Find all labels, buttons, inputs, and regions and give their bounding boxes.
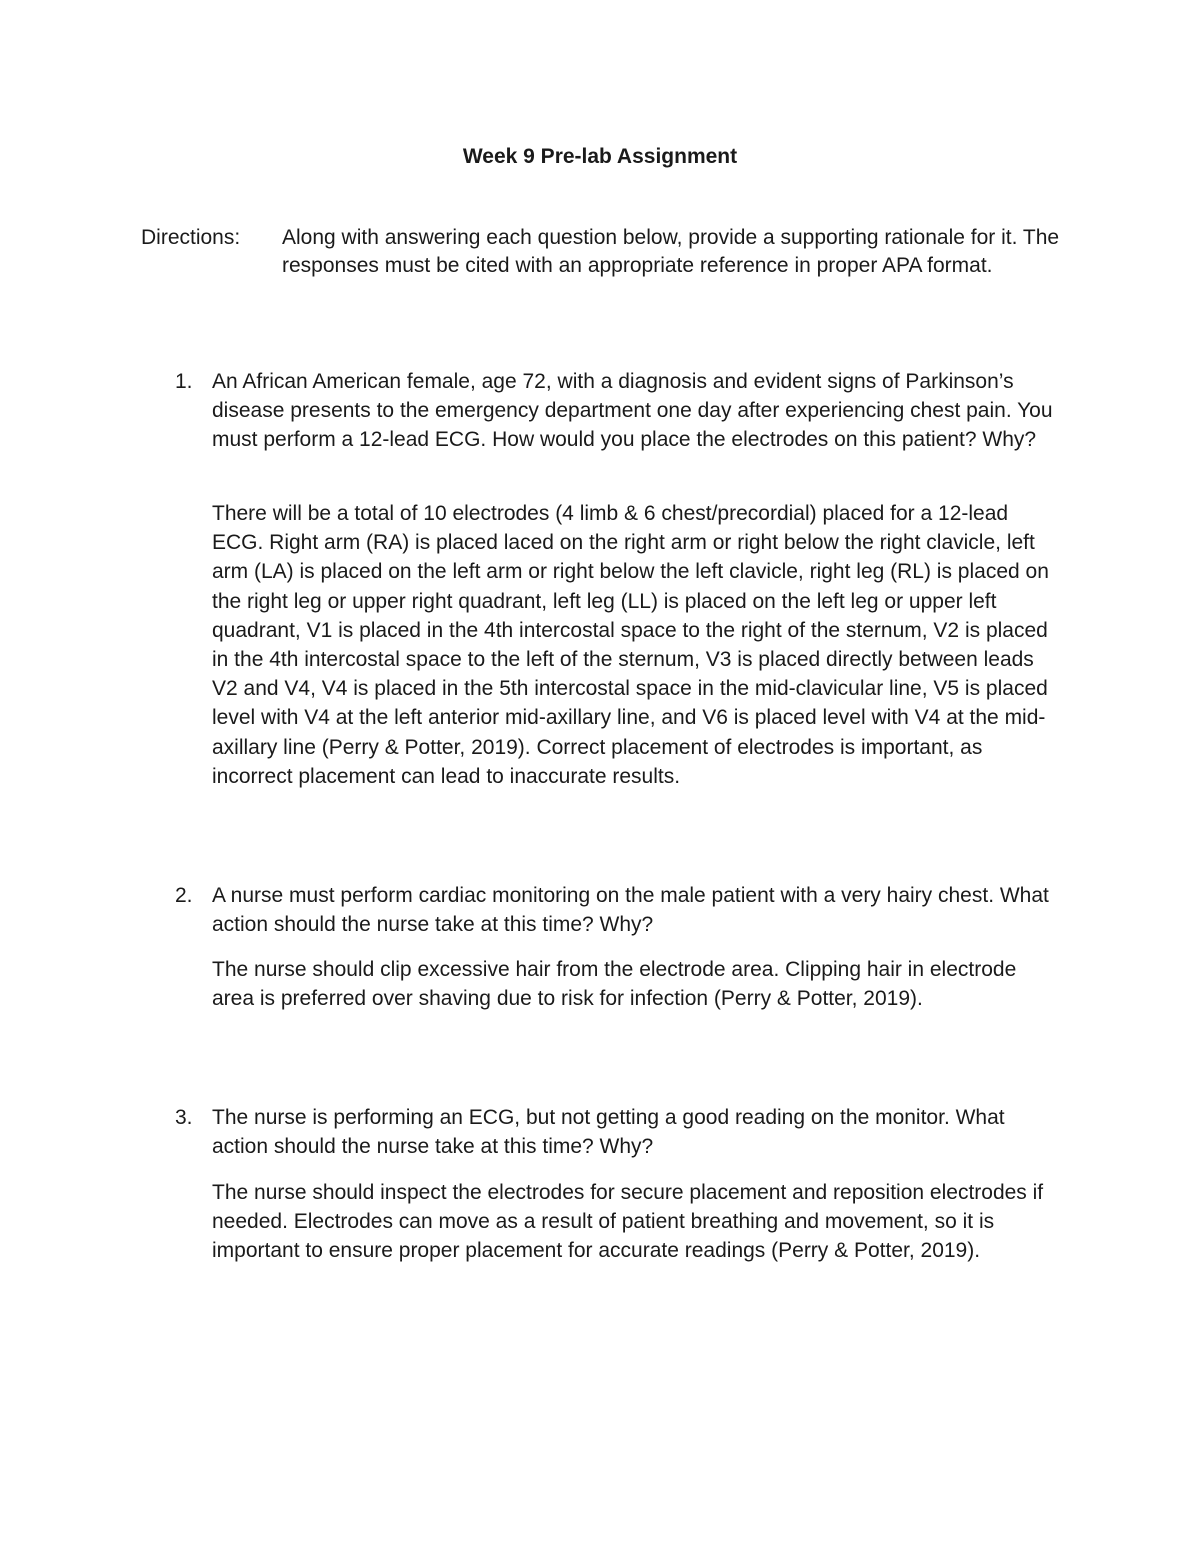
question-1-number: 1. [175, 370, 193, 393]
answer-2-text: The nurse should clip excessive hair from the electrode area. Clipping hair in electrode area is preferred over shaving due to risk for infection (Perry & Potter, 2019). [212, 958, 1017, 1011]
question-1-text: An African American female, age 72, with a diagnosis and evident signs of Parkinson’s disease presents to the emergency department one day after experiencing chest pain. You must perform a 12-lead ECG. How would you place the electrodes on this patient? Why? [212, 370, 1053, 452]
page-title: Week 9 Pre-lab Assignment [462, 145, 738, 168]
directions-text: Along with answering each question below, provide a supporting rationale for it. The responses must be cited with an appropriate reference in proper APA format. [282, 226, 1060, 277]
question-2-text: A nurse must perform cardiac monitoring on the male patient with a very hairy chest. What action should the nurse take at this time? Why? [212, 884, 1049, 937]
answer-3-text: The nurse should inspect the electrodes for secure placement and reposition electrodes if needed. Electrodes can move as a result of patient breathing and movement, so it is important to ensure proper placement for accurate readings (Perry & Potter, 2019). [212, 1181, 1044, 1263]
directions-label: Directions: [141, 226, 241, 249]
answer-1-text: There will be a total of 10 electrodes (4 limb & 6 chest/precordial) placed for a 12-lead ECG. Right arm (RA) is placed laced on the right arm or right below the right clavicle, left arm (LA) is placed on the left arm or right below the left clavicle, right leg (RL) is placed on the right leg or upper right quadrant, left leg (LL) is placed on the left leg or upper left quadrant, V1 is placed in the 4th intercostal space to the right of the sternum, V2 is placed in the 4th intercostal space to the left of the sternum, V3 is placed directly between leads V2 and V4, V4 is placed in the 5th intercostal space in the mid-clavicular line, V5 is placed level with V4 at the left anterior mid-axillary line, and V6 is placed level with V4 at the mid-axillary line (Perry & Potter, 2019). Correct placement of electrodes is important, as incorrect placement can lead to inaccurate results. [212, 502, 1049, 788]
question-3-text: The nurse is performing an ECG, but not getting a good reading on the monitor. What action should the nurse take at this time? Why? [212, 1106, 1005, 1159]
question-2-number: 2. [175, 884, 193, 907]
question-3-number: 3. [175, 1106, 193, 1129]
